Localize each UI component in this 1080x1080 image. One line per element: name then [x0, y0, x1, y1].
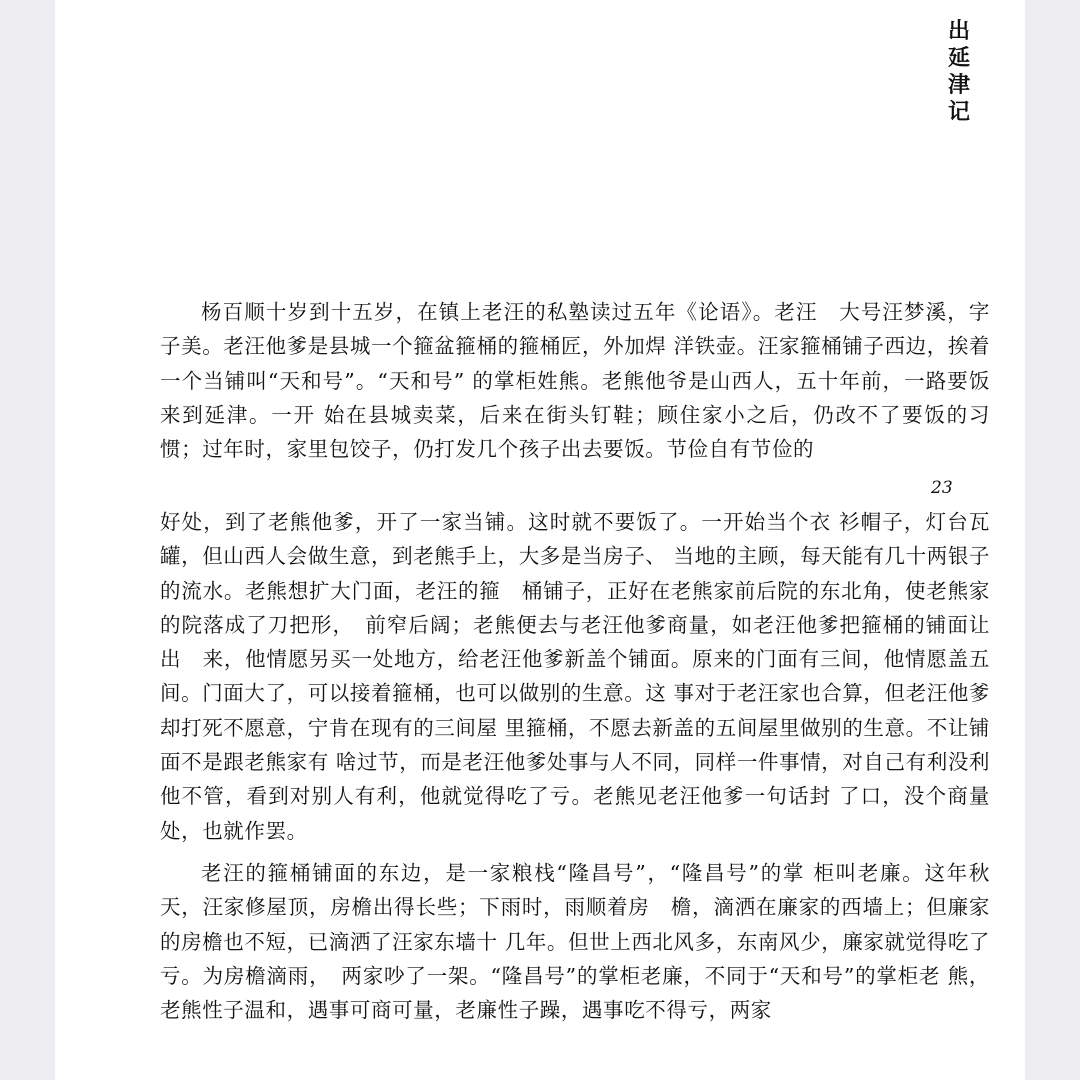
- header-char: 延: [947, 45, 970, 71]
- body-paragraph-1: 杨百顺十岁到十五岁，在镇上老汪的私塾读过五年《论语》。老汪 大号汪梦溪，字子美。老汪他爹是县城一个箍盆箍桶的箍桶匠，外加焊 洋铁壶。汪家箍桶铺子西边，挨着一个当铺叫“天和号”。“天和号” 的掌柜姓熊。老熊他爷是山西人，五十年前，一路要饭来到延津。一开 始在县城卖菜，后来在街头钉鞋；顾住家小之后，仍改不了要饭的习 惯；过年时，家里包饺子，仍打发几个孩子出去要饭。节俭自有节俭的: [160, 300, 1033, 462]
- running-header-title: [944, 18, 974, 126]
- book-page: [55, 0, 1033, 1080]
- header-char: 记: [947, 99, 970, 125]
- page-number: 23: [931, 478, 953, 498]
- header-char: 出: [947, 18, 970, 44]
- body-paragraph-2: 好处，到了老熊他爹，开了一家当铺。这时就不要饭了。一开始当个衣 衫帽子，灯台瓦罐，但山西人会做生意，到老熊手上，大多是当房子、 当地的主顾，每天能有几十两银子的流水。老熊想扩大门面，老汪的箍 桶铺子，正好在老熊家前后院的东北角，使老熊家的院落成了刀把形， 前窄后阔；老熊便去与老汪他爹商量，如老汪他爹把箍桶的铺面让出 来，他情愿另买一处地方，给老汪他爹新盖个铺面。原来的门面有三间，他情愿盖五间。门面大了，可以接着箍桶，也可以做别的生意。这 事对于老汪家也合算，但老汪他爹却打死不愿意，宁肯在现有的三间屋 里箍桶，不愿去新盖的五间屋里做别的生意。不让铺面不是跟老熊家有 啥过节，而是老汪他爹处事与人不同，同样一件事情，对自己有利没利 他不管，看到对别人有利，他就觉得吃了亏。老熊见老汪他爹一句话封 了口，没个商量处，也就作罢。: [160, 510, 991, 843]
- body-paragraph-3: 老汪的箍桶铺面的东边，是一家粮栈“隆昌号”，“隆昌号”的掌 柜叫老廉。这年秋天，汪家修屋顶，房檐出得长些；下雨时，雨顺着房 檐，滴洒在廉家的西墙上；但廉家的房檐也不短，已滴洒了汪家东墙十 几年。但世上西北风多，东南风少，廉家就觉得吃了亏。为房檐滴雨， 两家吵了一架。“隆昌号”的掌柜老廉，不同于“天和号”的掌柜老 熊，老熊性子温和，遇事可商可量，老廉性子躁，遇事吃不得亏，两家: [160, 861, 991, 1023]
- header-char: 津: [947, 72, 970, 98]
